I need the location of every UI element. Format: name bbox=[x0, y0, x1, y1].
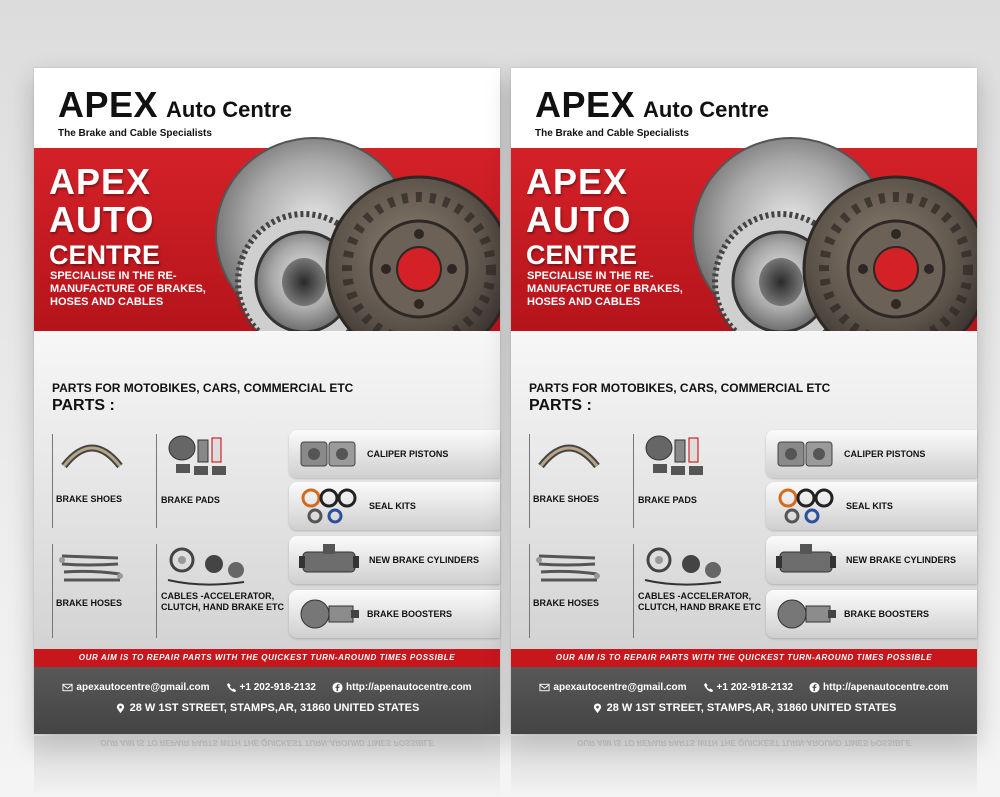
website-link[interactable]: http://apenautocentre.com bbox=[823, 682, 949, 693]
panel-label: BRAKE BOOSTERS bbox=[844, 609, 930, 619]
brake-shoes-icon bbox=[537, 436, 601, 472]
specialise-text: SPECIALISE IN THE RE-MANUFACTURE OF BRAKES, HOSES AND CABLES bbox=[527, 270, 683, 308]
divider bbox=[52, 544, 53, 638]
contact-footer bbox=[34, 667, 500, 734]
parts-heading: PARTS : bbox=[529, 397, 592, 414]
panel-label: CALIPER PISTONS bbox=[844, 449, 926, 459]
hero-line-3: CENTRE bbox=[526, 240, 638, 270]
brake-discs-image bbox=[671, 124, 977, 356]
grid-label-brake-pads: BRAKE PADS bbox=[638, 495, 697, 505]
phone-number[interactable]: +1 202-918-2132 bbox=[716, 682, 793, 693]
grid-label-brake-hoses: BRAKE HOSES bbox=[56, 598, 123, 608]
divider bbox=[633, 434, 634, 528]
brake-pads-icon bbox=[162, 434, 242, 480]
facebook-icon bbox=[332, 682, 343, 693]
grid-label-brake-pads: BRAKE PADS bbox=[161, 495, 220, 505]
brake-cylinder-icon bbox=[774, 540, 838, 580]
grid-label-cables: CABLES -ACCELERATOR, CLUTCH, HAND BRAKE ETC bbox=[161, 591, 284, 612]
facebook-icon bbox=[809, 682, 820, 693]
vehicle-types-text: PARTS FOR MOTOBIKES, CARS, COMMERCIAL ETC bbox=[529, 381, 831, 395]
panel-seal-kits bbox=[766, 482, 977, 530]
brake-hoses-icon bbox=[58, 548, 128, 588]
email-link[interactable]: apexautocentre@gmail.com bbox=[553, 682, 687, 693]
brake-cylinder-icon bbox=[297, 540, 361, 580]
contact-footer bbox=[511, 667, 977, 734]
brake-discs-image bbox=[194, 124, 500, 356]
panel-label: BRAKE BOOSTERS bbox=[367, 609, 453, 619]
panel-label: CALIPER PISTONS bbox=[367, 449, 449, 459]
email-link[interactable]: apexautocentre@gmail.com bbox=[76, 682, 210, 693]
brake-shoes-icon bbox=[60, 436, 124, 472]
grid-label-brake-shoes: BRAKE SHOES bbox=[56, 494, 123, 504]
aim-banner: OUR AIM IS TO REPAIR PARTS WITH THE QUICKEST TURN-AROUND TIMES POSSIBLE bbox=[511, 649, 977, 667]
phone-icon bbox=[703, 682, 714, 693]
seal-kit-icon bbox=[774, 486, 838, 526]
grid-label-cables: CABLES -ACCELERATOR, CLUTCH, HAND BRAKE ETC bbox=[638, 591, 761, 612]
cables-icon bbox=[639, 546, 725, 590]
divider bbox=[529, 434, 530, 528]
hero-title bbox=[49, 161, 161, 270]
panel-brake-cylinders bbox=[766, 536, 977, 584]
brake-pads-icon bbox=[639, 434, 719, 480]
specialise-text: SPECIALISE IN THE RE-MANUFACTURE OF BRAKES, HOSES AND CABLES bbox=[50, 270, 206, 308]
caliper-icon bbox=[297, 434, 361, 474]
address-text: 28 W 1ST STREET, STAMPS,AR, 31860 UNITED STATES bbox=[129, 702, 420, 714]
phone-number[interactable]: +1 202-918-2132 bbox=[239, 682, 316, 693]
brake-booster-icon bbox=[774, 594, 838, 634]
hero-line-1: APEX bbox=[526, 161, 629, 202]
contact-row bbox=[511, 682, 977, 693]
panel-label: SEAL KITS bbox=[846, 501, 893, 511]
brand-logo bbox=[535, 84, 955, 126]
brand-suffix: Auto Centre bbox=[643, 97, 769, 122]
brake-hoses-icon bbox=[535, 548, 605, 588]
grid-label-brake-shoes: BRAKE SHOES bbox=[533, 494, 600, 504]
flyer bbox=[34, 68, 500, 734]
panel-seal-kits bbox=[289, 482, 500, 530]
vehicle-types-text: PARTS FOR MOTOBIKES, CARS, COMMERCIAL ETC bbox=[52, 381, 354, 395]
address-row bbox=[34, 702, 500, 714]
panel-label: NEW BRAKE CYLINDERS bbox=[846, 555, 957, 565]
website-link[interactable]: http://apenautocentre.com bbox=[346, 682, 472, 693]
hero-line-2: AUTO bbox=[526, 199, 632, 240]
email-icon bbox=[539, 682, 550, 693]
tagline: The Brake and Cable Specialists bbox=[58, 128, 212, 139]
panel-brake-boosters bbox=[766, 590, 977, 638]
brand-suffix: Auto Centre bbox=[166, 97, 292, 122]
panel-caliper-pistons bbox=[766, 430, 977, 478]
panel-brake-cylinders bbox=[289, 536, 500, 584]
panel-brake-boosters bbox=[289, 590, 500, 638]
panel-label: SEAL KITS bbox=[369, 501, 416, 511]
flyer bbox=[511, 68, 977, 734]
hero-line-2: AUTO bbox=[49, 199, 155, 240]
flyer-reflection bbox=[34, 736, 500, 797]
divider bbox=[156, 544, 157, 638]
cables-icon bbox=[162, 546, 248, 590]
reflection-text: OUR AIM IS TO REPAIR PARTS WITH THE QUICKEST TURN-AROUND TIMES POSSIBLE bbox=[100, 738, 434, 747]
caliper-icon bbox=[774, 434, 838, 474]
parts-heading: PARTS : bbox=[52, 397, 115, 414]
brand-name: APEX bbox=[535, 84, 636, 125]
hero-line-3: CENTRE bbox=[49, 240, 161, 270]
reflection-text: OUR AIM IS TO REPAIR PARTS WITH THE QUICKEST TURN-AROUND TIMES POSSIBLE bbox=[577, 738, 911, 747]
divider bbox=[156, 434, 157, 528]
brand-name: APEX bbox=[58, 84, 159, 125]
location-pin-icon bbox=[592, 703, 603, 714]
address-text: 28 W 1ST STREET, STAMPS,AR, 31860 UNITED STATES bbox=[606, 702, 897, 714]
location-pin-icon bbox=[115, 703, 126, 714]
divider bbox=[529, 544, 530, 638]
contact-row bbox=[34, 682, 500, 693]
hero-line-1: APEX bbox=[49, 161, 152, 202]
email-icon bbox=[62, 682, 73, 693]
hero-title bbox=[526, 161, 638, 270]
divider bbox=[52, 434, 53, 528]
phone-icon bbox=[226, 682, 237, 693]
address-row bbox=[511, 702, 977, 714]
brand-logo bbox=[58, 84, 478, 126]
panel-caliper-pistons bbox=[289, 430, 500, 478]
panel-label: NEW BRAKE CYLINDERS bbox=[369, 555, 480, 565]
flyer-reflection bbox=[511, 736, 977, 797]
aim-banner: OUR AIM IS TO REPAIR PARTS WITH THE QUICKEST TURN-AROUND TIMES POSSIBLE bbox=[34, 649, 500, 667]
grid-label-brake-hoses: BRAKE HOSES bbox=[533, 598, 600, 608]
brake-booster-icon bbox=[297, 594, 361, 634]
seal-kit-icon bbox=[297, 486, 361, 526]
tagline: The Brake and Cable Specialists bbox=[535, 128, 689, 139]
divider bbox=[633, 544, 634, 638]
